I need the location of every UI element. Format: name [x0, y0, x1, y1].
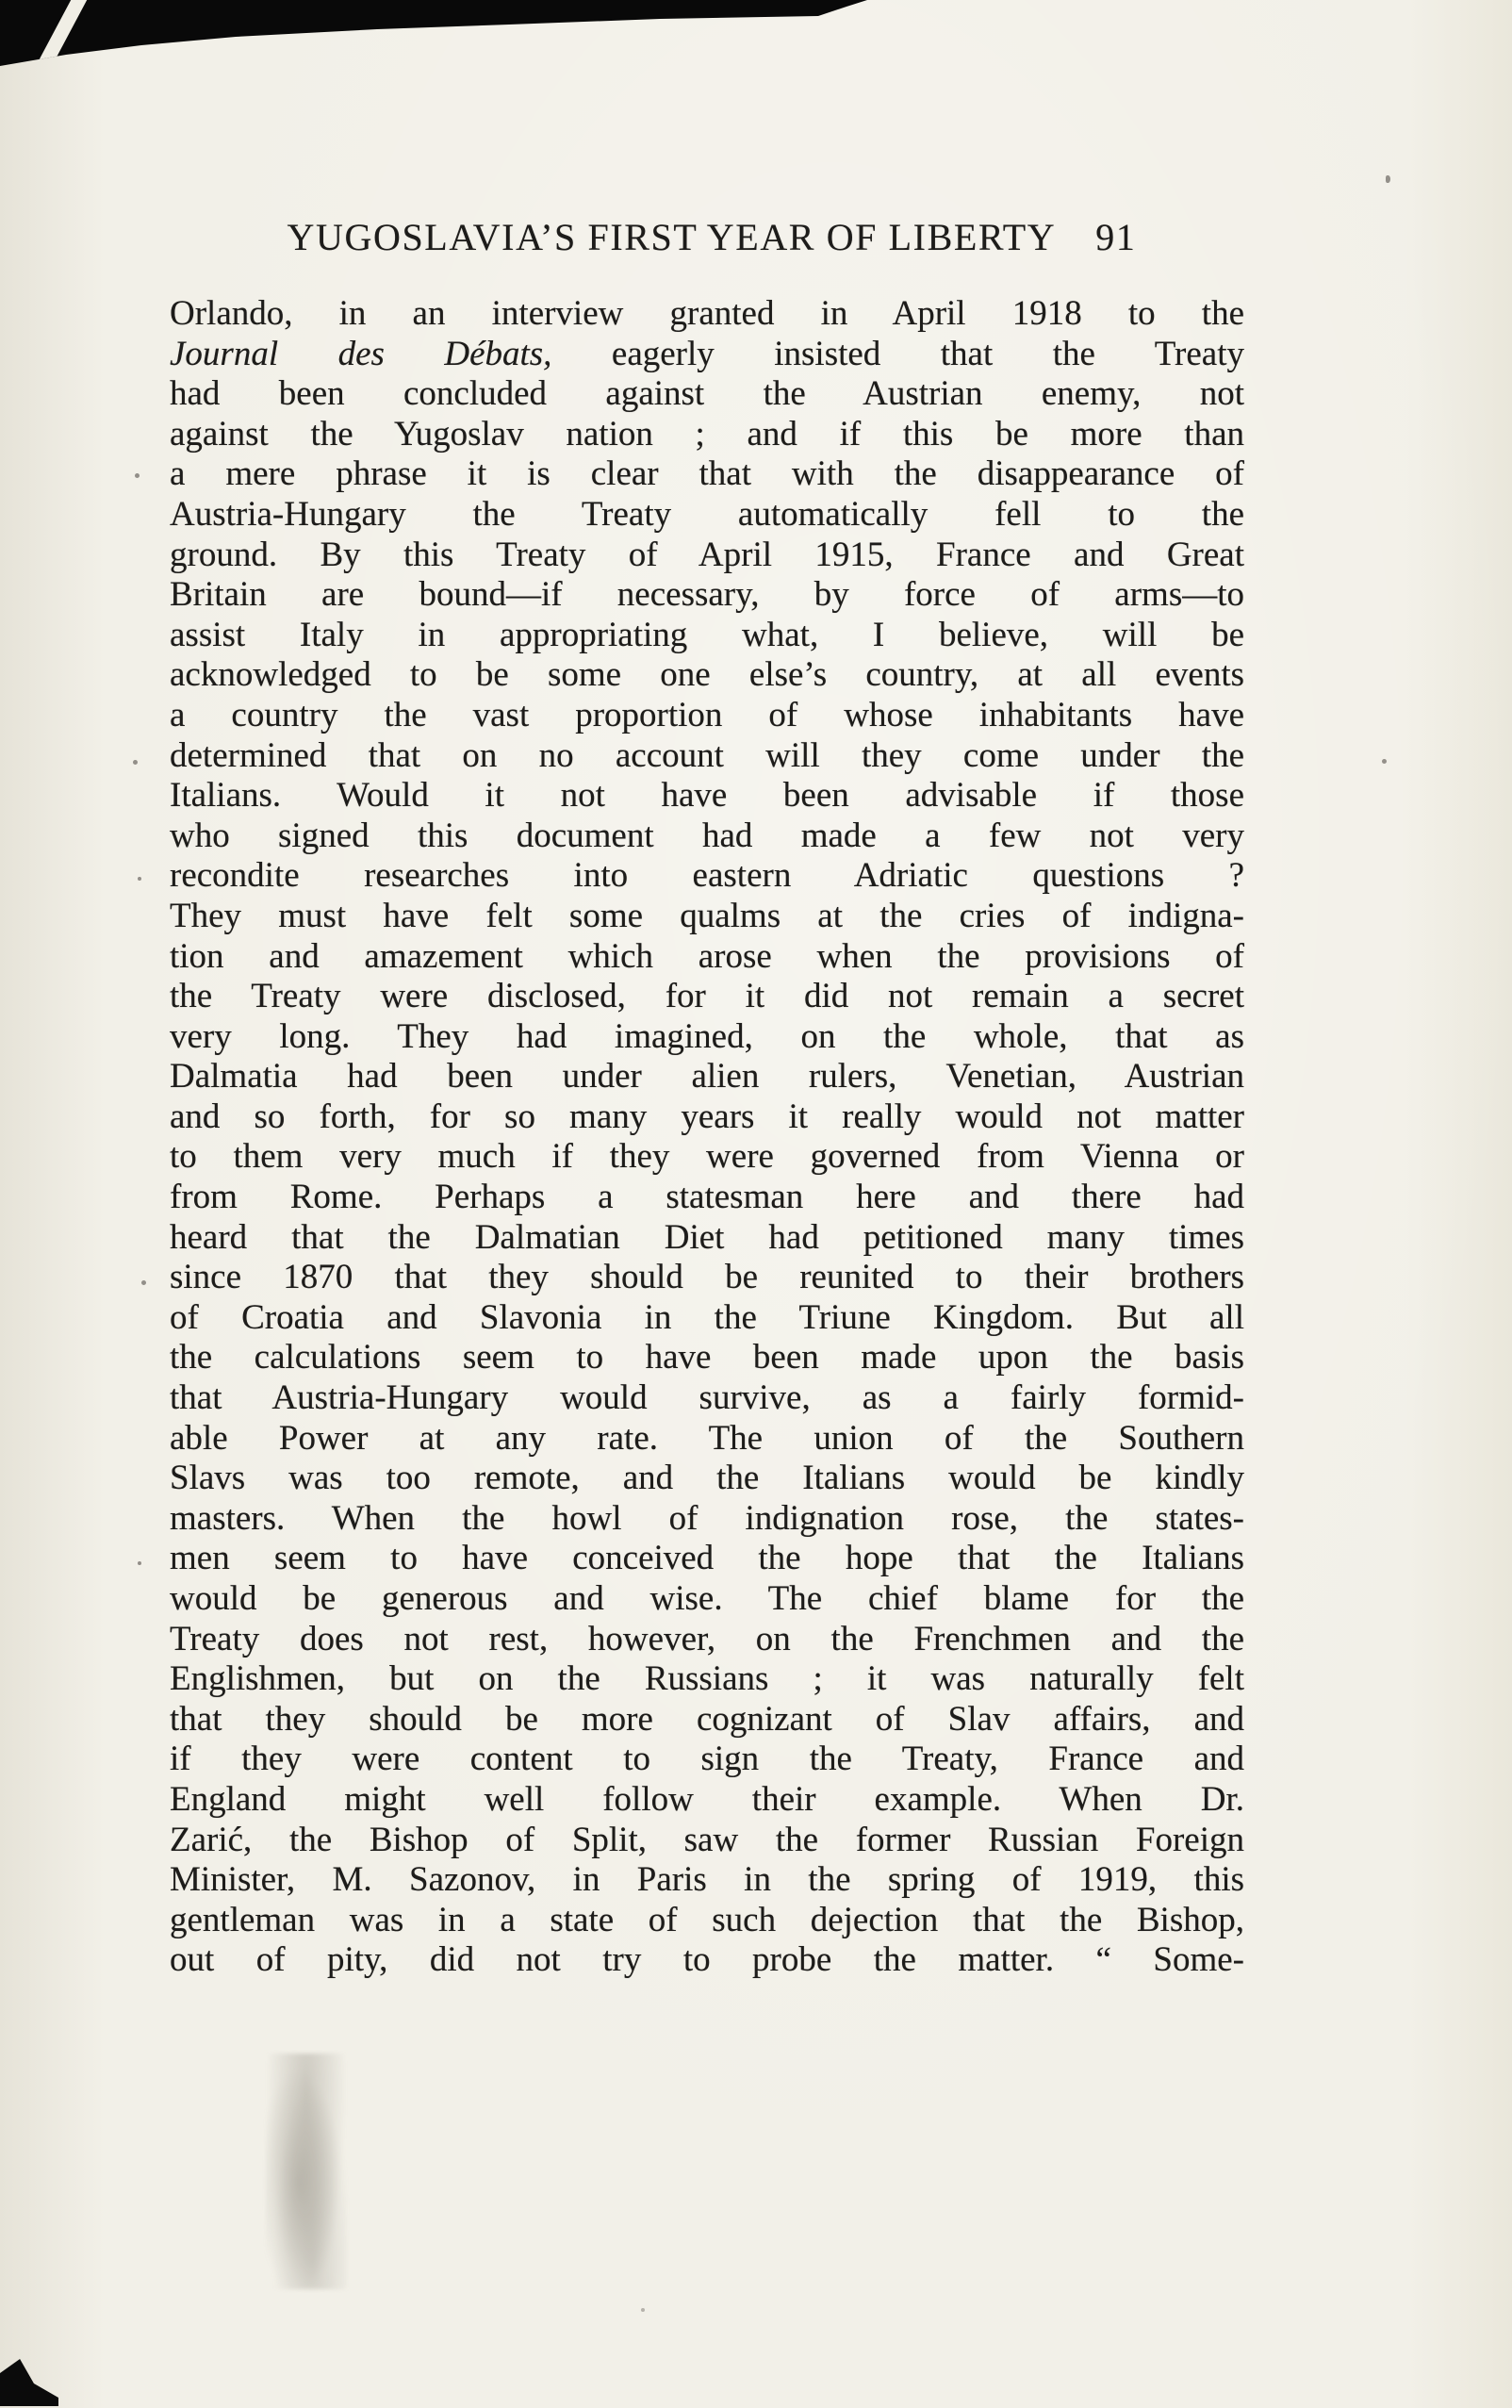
body-text-segment: Zarić, the Bishop of Split, saw the former Russian Foreign — [170, 1820, 1244, 1859]
page-title: YUGOSLAVIA’S FIRST YEAR OF LIBERTY — [287, 216, 1057, 258]
body-text-line — [170, 454, 1244, 495]
body-text-segment: had been concluded against the Austrian enemy, not — [170, 374, 1244, 414]
body-text-segment: Orlando, in an interview granted in April 1918 to the — [170, 294, 1244, 333]
body-text-line — [170, 1780, 1244, 1821]
scan-speck — [138, 877, 141, 881]
scan-artifact-top-edge — [0, 0, 867, 72]
body-text-segment: Italians. Would it not have been advisable if those — [170, 776, 1244, 816]
body-text-segment: tion and amazement which arose when the provisions of — [170, 936, 1244, 976]
body-text-line — [170, 495, 1244, 536]
body-text-segment: the Treaty were disclosed, for it did not remain a secret — [170, 977, 1244, 1016]
body-text — [170, 294, 1244, 1981]
scan-speck — [1386, 175, 1390, 183]
body-text-segment: Austria-Hungary the Treaty automatically fell to the — [170, 494, 1244, 534]
body-text-segment: a country the vast proportion of whose inhabitants have — [170, 695, 1244, 734]
body-text-segment: if they were content to sign the Treaty, France and — [170, 1740, 1244, 1779]
body-text-line — [170, 937, 1244, 978]
body-text-line — [170, 1419, 1244, 1460]
body-text-line — [170, 1740, 1244, 1780]
body-text-segment: determined that on no account will they come under the — [170, 735, 1244, 775]
body-text-segment: that Austria-Hungary would survive, as a fairly formid- — [170, 1378, 1244, 1418]
body-text-segment: gentleman was in a state of such dejection that the Bishop, — [170, 1900, 1244, 1939]
body-text-segment: eagerly insisted that the Treaty — [551, 334, 1244, 373]
body-text-segment: of Croatia and Slavonia in the Triune Kingdom. But all — [170, 1297, 1244, 1337]
body-text-segment: against the Yugoslav nation ; and if this be more than — [170, 414, 1244, 454]
body-text-segment: Englishmen, but on the Russians ; it was naturally felt — [170, 1659, 1244, 1699]
body-text-segment: out of pity, did not try to probe the matter. “ Some- — [170, 1940, 1244, 1980]
body-text-line — [170, 1178, 1244, 1218]
body-text-line — [170, 1539, 1244, 1579]
body-text-segment: who signed this document had made a few not very — [170, 816, 1244, 855]
body-text-line — [170, 335, 1244, 375]
body-text-segment: heard that the Dalmatian Diet had petitioned many times — [170, 1217, 1244, 1257]
page-header — [170, 215, 1254, 259]
body-text-segment: masters. When the howl of indignation rose, the states- — [170, 1498, 1244, 1538]
body-text-segment: ground. By this Treaty of April 1915, France and Great — [170, 535, 1244, 574]
scan-speck — [135, 473, 140, 478]
body-text-line — [170, 776, 1244, 816]
body-text-line — [170, 616, 1244, 656]
body-text-segment: recondite researches into eastern Adriatic questions ? — [170, 856, 1244, 896]
body-text-segment: Treaty does not rest, however, on the Frenchmen and the — [170, 1619, 1244, 1658]
body-text-line — [170, 1338, 1244, 1378]
body-text-segment: acknowledged to be some one else’s country, at all events — [170, 655, 1244, 695]
body-text-segment: Minister, M. Sazonov, in Paris in the spring of 1919, this — [170, 1860, 1244, 1900]
body-text-line — [170, 1057, 1244, 1097]
body-text-line — [170, 897, 1244, 937]
scan-speck — [641, 2308, 645, 2312]
body-text-line — [170, 696, 1244, 736]
body-text-line — [170, 374, 1244, 415]
body-text-line — [170, 294, 1244, 335]
body-text-line — [170, 1860, 1244, 1901]
body-text-line — [170, 1258, 1244, 1298]
scan-speck — [141, 1280, 146, 1285]
body-text-line — [170, 655, 1244, 696]
body-text-segment: They must have felt some qualms at the cries of indigna- — [170, 896, 1244, 935]
body-text-line — [170, 736, 1244, 777]
body-text-segment: England might well follow their example. When Dr. — [170, 1779, 1244, 1819]
body-text-line — [170, 1901, 1244, 1941]
body-text-line — [170, 1620, 1244, 1660]
body-text-line — [170, 1821, 1244, 1861]
body-text-segment: that they should be more cognizant of Slav affairs, and — [170, 1699, 1244, 1739]
body-text-line — [170, 816, 1244, 857]
body-text-segment: and so forth, for so many years it really would not matter — [170, 1097, 1244, 1136]
ink-smudge — [266, 2053, 347, 2289]
scan-artifact-bottom-left — [0, 2359, 58, 2406]
body-text-line — [170, 977, 1244, 1017]
body-text-line — [170, 1218, 1244, 1259]
body-text-line — [170, 1459, 1244, 1499]
body-text-segment: would be generous and wise. The chief blame for the — [170, 1579, 1244, 1618]
body-text-line — [170, 575, 1244, 616]
body-text-segment: men seem to have conceived the hope that the Italians — [170, 1539, 1244, 1578]
body-text-italic-segment: Journal des Débats, — [170, 334, 552, 373]
body-text-line — [170, 1298, 1244, 1339]
body-text-segment: from Rome. Perhaps a statesman here and there had — [170, 1178, 1244, 1217]
body-text-segment: to them very much if they were governed from Vienna or — [170, 1137, 1244, 1177]
body-text-segment: Dalmatia had been under alien rulers, Venetian, Austrian — [170, 1057, 1244, 1097]
body-text-segment: a mere phrase it is clear that with the disappearance of — [170, 454, 1244, 494]
body-text-line — [170, 415, 1244, 455]
body-text-segment: able Power at any rate. The union of the Southern — [170, 1418, 1244, 1458]
body-text-segment: the calculations seem to have been made upon the basis — [170, 1338, 1244, 1377]
body-text-line — [170, 1700, 1244, 1740]
body-text-line — [170, 1137, 1244, 1178]
body-text-line — [170, 1097, 1244, 1138]
body-text-line — [170, 856, 1244, 897]
body-text-segment: since 1870 that they should be reunited to their brothers — [170, 1258, 1244, 1297]
scan-speck — [138, 1561, 141, 1565]
body-text-line — [170, 1378, 1244, 1419]
body-text-line — [170, 1659, 1244, 1700]
body-text-line — [170, 1499, 1244, 1540]
body-text-segment: Slavs was too remote, and the Italians would be kindly — [170, 1459, 1244, 1498]
scan-speck — [1382, 759, 1387, 764]
body-text-segment: assist Italy in appropriating what, I believe, will be — [170, 615, 1244, 654]
scan-speck — [133, 760, 138, 765]
body-text-segment: very long. They had imagined, on the whole, that as — [170, 1016, 1244, 1056]
body-text-segment: Britain are bound—if necessary, by force of arms—to — [170, 575, 1244, 615]
page-number: 91 — [1095, 216, 1137, 258]
body-text-line — [170, 1017, 1244, 1058]
body-text-line — [170, 1579, 1244, 1620]
body-text-line — [170, 1940, 1244, 1981]
body-text-line — [170, 536, 1244, 576]
